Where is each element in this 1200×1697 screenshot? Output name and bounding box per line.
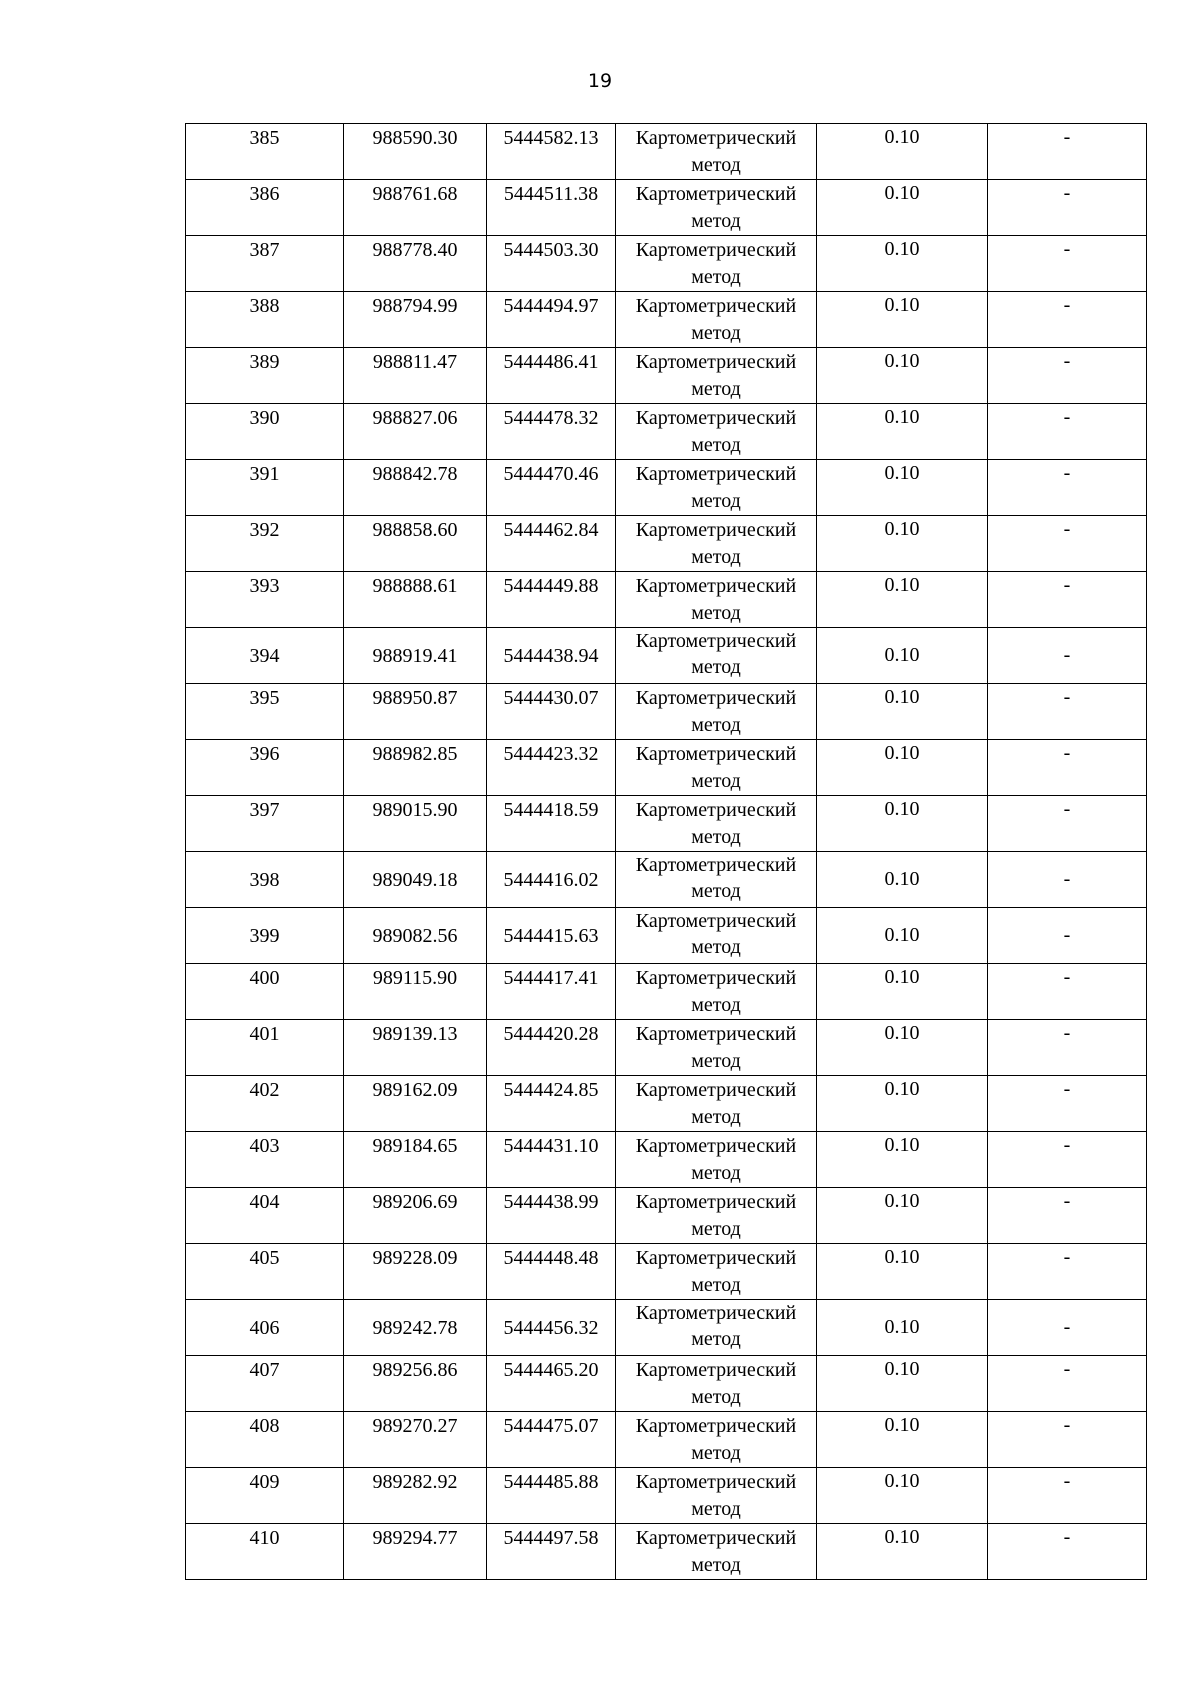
accuracy-cell: 0.10: [817, 1076, 988, 1132]
accuracy-cell: 0.10: [817, 460, 988, 516]
accuracy-cell: 0.10: [817, 908, 988, 964]
y-coordinate-cell: 5444456.32: [487, 1300, 616, 1356]
method-cell: [616, 348, 817, 404]
description-cell: -: [988, 236, 1147, 292]
method-line-2: метод: [691, 1442, 741, 1464]
x-coordinate-cell: 988842.78: [344, 460, 487, 516]
table-row: [186, 740, 1147, 796]
method-line-2: метод: [691, 378, 741, 400]
y-coordinate-cell: 5444417.41: [487, 964, 616, 1020]
table-row: [186, 852, 1147, 908]
method-line-1: Картометрический: [635, 743, 797, 765]
method-line-2: метод: [691, 1498, 741, 1520]
description-cell: -: [988, 292, 1147, 348]
method-line-2: метод: [691, 1554, 741, 1576]
method-line-2: метод: [691, 322, 741, 344]
method-cell: [616, 1076, 817, 1132]
y-coordinate-cell: 5444415.63: [487, 908, 616, 964]
method-line-2: метод: [691, 770, 741, 792]
method-line-1: Картометрический: [635, 799, 797, 821]
table-row: [186, 908, 1147, 964]
x-coordinate-cell: 989184.65: [344, 1132, 487, 1188]
accuracy-cell: 0.10: [817, 124, 988, 180]
x-coordinate-cell: 989139.13: [344, 1020, 487, 1076]
method-line-2: метод: [691, 434, 741, 456]
method-line-1: Картометрический: [635, 1471, 797, 1493]
y-coordinate-cell: 5444438.94: [487, 628, 616, 684]
accuracy-cell: 0.10: [817, 516, 988, 572]
accuracy-cell: 0.10: [817, 1244, 988, 1300]
accuracy-cell: 0.10: [817, 1020, 988, 1076]
method-cell: [616, 628, 817, 684]
point-number-cell: 405: [186, 1244, 344, 1300]
method-line-2: метод: [691, 936, 741, 958]
method-line-1: Картометрический: [635, 910, 797, 932]
point-number-cell: 410: [186, 1524, 344, 1580]
description-cell: -: [988, 1300, 1147, 1356]
method-line-1: Картометрический: [635, 519, 797, 541]
point-number-cell: 391: [186, 460, 344, 516]
accuracy-cell: 0.10: [817, 1132, 988, 1188]
y-coordinate-cell: 5444416.02: [487, 852, 616, 908]
y-coordinate-cell: 5444497.58: [487, 1524, 616, 1580]
point-number-cell: 394: [186, 628, 344, 684]
point-number-cell: 390: [186, 404, 344, 460]
method-line-1: Картометрический: [635, 1415, 797, 1437]
description-cell: -: [988, 1356, 1147, 1412]
point-number-cell: 385: [186, 124, 344, 180]
y-coordinate-cell: 5444423.32: [487, 740, 616, 796]
table-row: [186, 1412, 1147, 1468]
method-cell: [616, 852, 817, 908]
description-cell: -: [988, 1524, 1147, 1580]
method-cell: [616, 1356, 817, 1412]
method-line-1: Картометрический: [635, 1247, 797, 1269]
x-coordinate-cell: 988761.68: [344, 180, 487, 236]
x-coordinate-cell: 989270.27: [344, 1412, 487, 1468]
point-number-cell: 400: [186, 964, 344, 1020]
x-coordinate-cell: 988827.06: [344, 404, 487, 460]
method-line-1: Картометрический: [635, 1023, 797, 1045]
method-line-1: Картометрический: [635, 239, 797, 261]
x-coordinate-cell: 988919.41: [344, 628, 487, 684]
method-cell: [616, 572, 817, 628]
point-number-cell: 387: [186, 236, 344, 292]
description-cell: -: [988, 908, 1147, 964]
description-cell: -: [988, 740, 1147, 796]
method-cell: [616, 516, 817, 572]
x-coordinate-cell: 989228.09: [344, 1244, 487, 1300]
method-cell: [616, 1188, 817, 1244]
method-cell: [616, 908, 817, 964]
table-row: [186, 292, 1147, 348]
method-line-2: метод: [691, 154, 741, 176]
description-cell: -: [988, 348, 1147, 404]
point-number-cell: 388: [186, 292, 344, 348]
point-number-cell: 406: [186, 1300, 344, 1356]
accuracy-cell: 0.10: [817, 964, 988, 1020]
method-line-2: метод: [691, 826, 741, 848]
point-number-cell: 398: [186, 852, 344, 908]
accuracy-cell: 0.10: [817, 404, 988, 460]
y-coordinate-cell: 5444511.38: [487, 180, 616, 236]
method-line-2: метод: [691, 266, 741, 288]
accuracy-cell: 0.10: [817, 628, 988, 684]
y-coordinate-cell: 5444486.41: [487, 348, 616, 404]
y-coordinate-cell: 5444462.84: [487, 516, 616, 572]
point-number-cell: 407: [186, 1356, 344, 1412]
method-cell: [616, 124, 817, 180]
method-line-1: Картометрический: [635, 295, 797, 317]
table-row: [186, 1300, 1147, 1356]
method-cell: [616, 684, 817, 740]
table-row: [186, 236, 1147, 292]
accuracy-cell: 0.10: [817, 1356, 988, 1412]
description-cell: -: [988, 684, 1147, 740]
description-cell: -: [988, 1020, 1147, 1076]
method-line-2: метод: [691, 1050, 741, 1072]
y-coordinate-cell: 5444494.97: [487, 292, 616, 348]
method-line-2: метод: [691, 880, 741, 902]
description-cell: -: [988, 1132, 1147, 1188]
description-cell: -: [988, 1468, 1147, 1524]
x-coordinate-cell: 989162.09: [344, 1076, 487, 1132]
point-number-cell: 397: [186, 796, 344, 852]
method-cell: [616, 1244, 817, 1300]
method-line-1: Картометрический: [635, 1079, 797, 1101]
method-line-2: метод: [691, 656, 741, 678]
method-line-1: Картометрический: [635, 1359, 797, 1381]
description-cell: -: [988, 180, 1147, 236]
table-row: [186, 796, 1147, 852]
y-coordinate-cell: 5444582.13: [487, 124, 616, 180]
method-line-1: Картометрический: [635, 351, 797, 373]
table-row: [186, 1188, 1147, 1244]
x-coordinate-cell: 988858.60: [344, 516, 487, 572]
method-line-2: метод: [691, 1106, 741, 1128]
method-line-2: метод: [691, 1386, 741, 1408]
point-number-cell: 393: [186, 572, 344, 628]
y-coordinate-cell: 5444503.30: [487, 236, 616, 292]
method-line-1: Картометрический: [635, 1191, 797, 1213]
table-row: [186, 628, 1147, 684]
method-line-2: метод: [691, 714, 741, 736]
method-line-2: метод: [691, 994, 741, 1016]
description-cell: -: [988, 572, 1147, 628]
x-coordinate-cell: 988811.47: [344, 348, 487, 404]
method-line-2: метод: [691, 546, 741, 568]
description-cell: -: [988, 1188, 1147, 1244]
method-cell: [616, 796, 817, 852]
table-row: [186, 460, 1147, 516]
x-coordinate-cell: 989082.56: [344, 908, 487, 964]
point-number-cell: 392: [186, 516, 344, 572]
table-row: [186, 348, 1147, 404]
y-coordinate-cell: 5444449.88: [487, 572, 616, 628]
method-line-2: метод: [691, 210, 741, 232]
accuracy-cell: 0.10: [817, 292, 988, 348]
description-cell: -: [988, 1412, 1147, 1468]
description-cell: -: [988, 628, 1147, 684]
x-coordinate-cell: 989282.92: [344, 1468, 487, 1524]
x-coordinate-cell: 988888.61: [344, 572, 487, 628]
method-line-1: Картометрический: [635, 463, 797, 485]
description-cell: -: [988, 1244, 1147, 1300]
y-coordinate-cell: 5444431.10: [487, 1132, 616, 1188]
table-row: [186, 1468, 1147, 1524]
point-number-cell: 395: [186, 684, 344, 740]
method-line-1: Картометрический: [635, 1527, 797, 1549]
point-number-cell: 403: [186, 1132, 344, 1188]
x-coordinate-cell: 988778.40: [344, 236, 487, 292]
point-number-cell: 399: [186, 908, 344, 964]
method-line-1: Картометрический: [635, 1302, 797, 1324]
accuracy-cell: 0.10: [817, 236, 988, 292]
accuracy-cell: 0.10: [817, 1300, 988, 1356]
method-line-1: Картометрический: [635, 183, 797, 205]
accuracy-cell: 0.10: [817, 1188, 988, 1244]
x-coordinate-cell: 989242.78: [344, 1300, 487, 1356]
method-cell: [616, 180, 817, 236]
point-number-cell: 386: [186, 180, 344, 236]
method-cell: [616, 292, 817, 348]
method-cell: [616, 236, 817, 292]
description-cell: -: [988, 964, 1147, 1020]
description-cell: -: [988, 404, 1147, 460]
y-coordinate-cell: 5444478.32: [487, 404, 616, 460]
table-row: [186, 404, 1147, 460]
x-coordinate-cell: 989256.86: [344, 1356, 487, 1412]
method-cell: [616, 1524, 817, 1580]
method-cell: [616, 740, 817, 796]
table-row: [186, 964, 1147, 1020]
x-coordinate-cell: 988590.30: [344, 124, 487, 180]
method-cell: [616, 404, 817, 460]
table-row: [186, 1244, 1147, 1300]
x-coordinate-cell: 989294.77: [344, 1524, 487, 1580]
table-row: [186, 684, 1147, 740]
point-number-cell: 404: [186, 1188, 344, 1244]
method-line-1: Картометрический: [635, 630, 797, 652]
coordinates-table-body: [186, 124, 1147, 1580]
accuracy-cell: 0.10: [817, 1468, 988, 1524]
method-line-1: Картометрический: [635, 407, 797, 429]
accuracy-cell: 0.10: [817, 852, 988, 908]
x-coordinate-cell: 989206.69: [344, 1188, 487, 1244]
method-line-2: метод: [691, 1274, 741, 1296]
method-cell: [616, 1300, 817, 1356]
method-line-2: метод: [691, 602, 741, 624]
y-coordinate-cell: 5444470.46: [487, 460, 616, 516]
point-number-cell: 402: [186, 1076, 344, 1132]
method-line-2: метод: [691, 1162, 741, 1184]
table-row: [186, 516, 1147, 572]
point-number-cell: 408: [186, 1412, 344, 1468]
method-line-1: Картометрический: [635, 854, 797, 876]
y-coordinate-cell: 5444438.99: [487, 1188, 616, 1244]
y-coordinate-cell: 5444424.85: [487, 1076, 616, 1132]
table-row: [186, 1076, 1147, 1132]
y-coordinate-cell: 5444475.07: [487, 1412, 616, 1468]
accuracy-cell: 0.10: [817, 1412, 988, 1468]
accuracy-cell: 0.10: [817, 348, 988, 404]
y-coordinate-cell: 5444465.20: [487, 1356, 616, 1412]
point-number-cell: 409: [186, 1468, 344, 1524]
method-cell: [616, 1132, 817, 1188]
accuracy-cell: 0.10: [817, 180, 988, 236]
description-cell: -: [988, 460, 1147, 516]
table-row: [186, 1132, 1147, 1188]
method-cell: [616, 1412, 817, 1468]
accuracy-cell: 0.10: [817, 740, 988, 796]
table-row: [186, 1356, 1147, 1412]
coordinates-table: [185, 123, 1147, 1580]
method-line-1: Картометрический: [635, 575, 797, 597]
description-cell: -: [988, 124, 1147, 180]
page-number: 19: [587, 70, 613, 92]
x-coordinate-cell: 989049.18: [344, 852, 487, 908]
method-line-1: Картометрический: [635, 687, 797, 709]
description-cell: -: [988, 852, 1147, 908]
method-cell: [616, 964, 817, 1020]
accuracy-cell: 0.10: [817, 684, 988, 740]
point-number-cell: 401: [186, 1020, 344, 1076]
table-row: [186, 1020, 1147, 1076]
table-row: [186, 572, 1147, 628]
point-number-cell: 389: [186, 348, 344, 404]
table-row: [186, 1524, 1147, 1580]
method-line-1: Картометрический: [635, 127, 797, 149]
x-coordinate-cell: 989115.90: [344, 964, 487, 1020]
method-cell: [616, 1468, 817, 1524]
table-row: [186, 124, 1147, 180]
description-cell: -: [988, 516, 1147, 572]
description-cell: -: [988, 796, 1147, 852]
y-coordinate-cell: 5444448.48: [487, 1244, 616, 1300]
y-coordinate-cell: 5444418.59: [487, 796, 616, 852]
method-line-1: Картометрический: [635, 967, 797, 989]
method-line-1: Картометрический: [635, 1135, 797, 1157]
point-number-cell: 396: [186, 740, 344, 796]
x-coordinate-cell: 989015.90: [344, 796, 487, 852]
x-coordinate-cell: 988794.99: [344, 292, 487, 348]
method-cell: [616, 1020, 817, 1076]
accuracy-cell: 0.10: [817, 796, 988, 852]
method-cell: [616, 460, 817, 516]
x-coordinate-cell: 988982.85: [344, 740, 487, 796]
table-row: [186, 180, 1147, 236]
method-line-2: метод: [691, 1328, 741, 1350]
y-coordinate-cell: 5444420.28: [487, 1020, 616, 1076]
x-coordinate-cell: 988950.87: [344, 684, 487, 740]
method-line-2: метод: [691, 490, 741, 512]
accuracy-cell: 0.10: [817, 1524, 988, 1580]
y-coordinate-cell: 5444485.88: [487, 1468, 616, 1524]
y-coordinate-cell: 5444430.07: [487, 684, 616, 740]
accuracy-cell: 0.10: [817, 572, 988, 628]
description-cell: -: [988, 1076, 1147, 1132]
method-line-2: метод: [691, 1218, 741, 1240]
